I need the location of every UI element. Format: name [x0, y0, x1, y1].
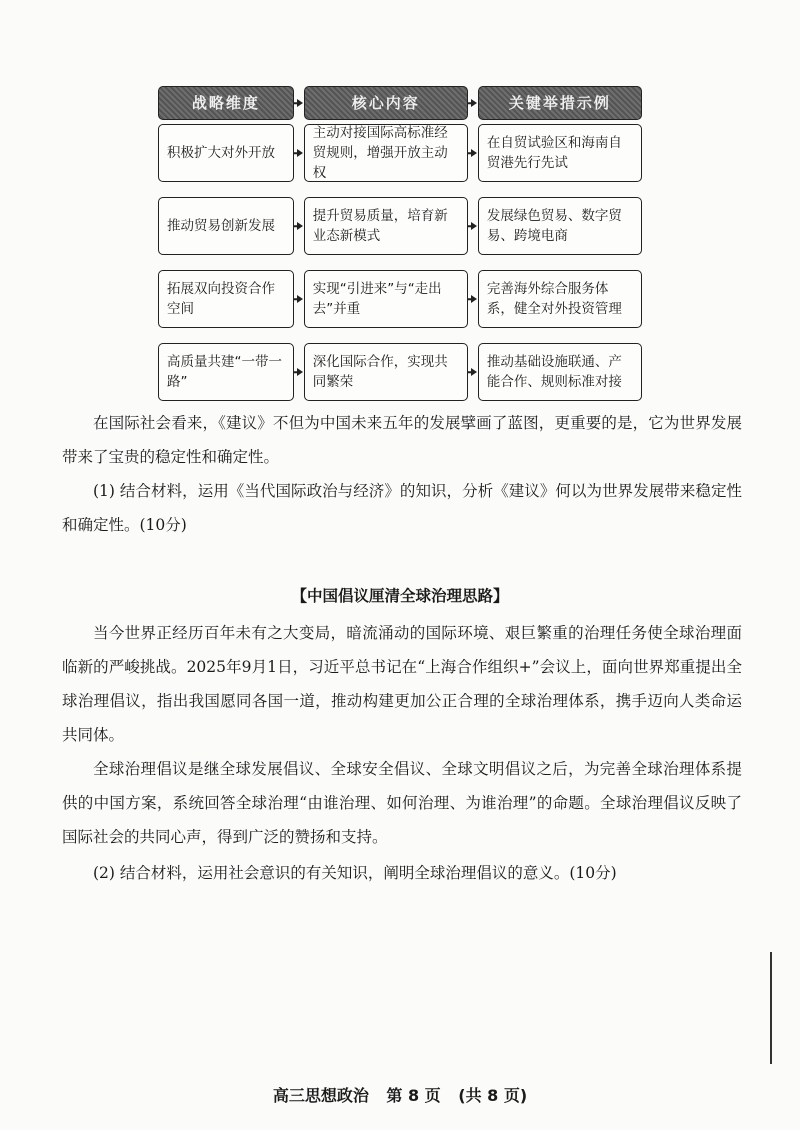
table-cell-measure: 推动基础设施联通、产能合作、规则标准对接 — [478, 343, 642, 401]
material-paragraph: 全球治理倡议是继全球发展倡议、全球安全倡议、全球文明倡议之后，为完善全球治理体系提供的中国方案，系统回答全球治理“由谁治理、如何治理、为谁治理”的命题。全球治理倡议反映了国际社会的共同心声，得到广泛的赞扬和支持。 — [62, 760, 742, 846]
table-cell-content: 深化国际合作，实现共同繁荣 — [304, 343, 468, 401]
material-paragraph: 在国际社会看来，《建议》不但为中国未来五年的发展擘画了蓝图，更重要的是，它为世界发展带来了宝贵的稳定性和确定性。 — [62, 414, 742, 466]
table-header-row — [158, 86, 642, 120]
table-cell-content: 提升贸易质量，培育新业态新模式 — [304, 197, 468, 255]
section-title: 【中国倡议厘清全球治理思路】 — [291, 587, 509, 605]
binding-margin-line — [770, 952, 772, 1064]
table-cell-content: 实现“引进来”与“走出去”并重 — [304, 270, 468, 328]
question-1: (1) 结合材料，运用《当代国际政治与经济》的知识，分析《建议》何以为世界发展带来稳定性和确定性。(10分) — [62, 482, 742, 534]
table-cell-dimension: 拓展双向投资合作空间 — [158, 270, 294, 328]
footer-total-pages: (共 8 页) — [458, 1086, 528, 1105]
table-cell-measure: 发展绿色贸易、数字贸易、跨境电商 — [478, 197, 642, 255]
header-core-content: 核心内容 — [304, 86, 468, 120]
table-row — [158, 270, 642, 328]
question-2: (2) 结合材料，运用社会意识的有关知识，阐明全球治理倡议的意义。(10分) — [93, 864, 617, 882]
table-cell-measure: 完善海外综合服务体系，健全对外投资管理 — [478, 270, 642, 328]
table-row — [158, 343, 642, 401]
footer-page-number: 第 8 页 — [386, 1086, 441, 1105]
table-cell-content: 主动对接国际高标准经贸规则，增强开放主动权 — [304, 124, 468, 182]
material-paragraph: 当今世界正经历百年未有之大变局，暗流涌动的国际环境、艰巨繁重的治理任务使全球治理面临新的严峻挑战。2025年9月1日，习近平总书记在“上海合作组织+”会议上，面向世界郑重提出全球治理倡议，指出我国愿同各国一道，推动构建更加公正合理的全球治理体系，携手迈向人类命运共同体。 — [62, 624, 742, 744]
table-cell-dimension: 推动贸易创新发展 — [158, 197, 294, 255]
page-footer — [0, 1083, 800, 1106]
table-row — [158, 197, 642, 255]
header-strategy-dimension: 战略维度 — [158, 86, 294, 120]
table-cell-dimension: 高质量共建“一带一路” — [158, 343, 294, 401]
footer-subject: 高三思想政治 — [272, 1086, 369, 1105]
table-cell-dimension: 积极扩大对外开放 — [158, 124, 294, 182]
table-row — [158, 124, 642, 182]
table-cell-measure: 在自贸试验区和海南自贸港先行先试 — [478, 124, 642, 182]
header-key-measures: 关键举措示例 — [478, 86, 642, 120]
strategy-table — [158, 86, 642, 416]
